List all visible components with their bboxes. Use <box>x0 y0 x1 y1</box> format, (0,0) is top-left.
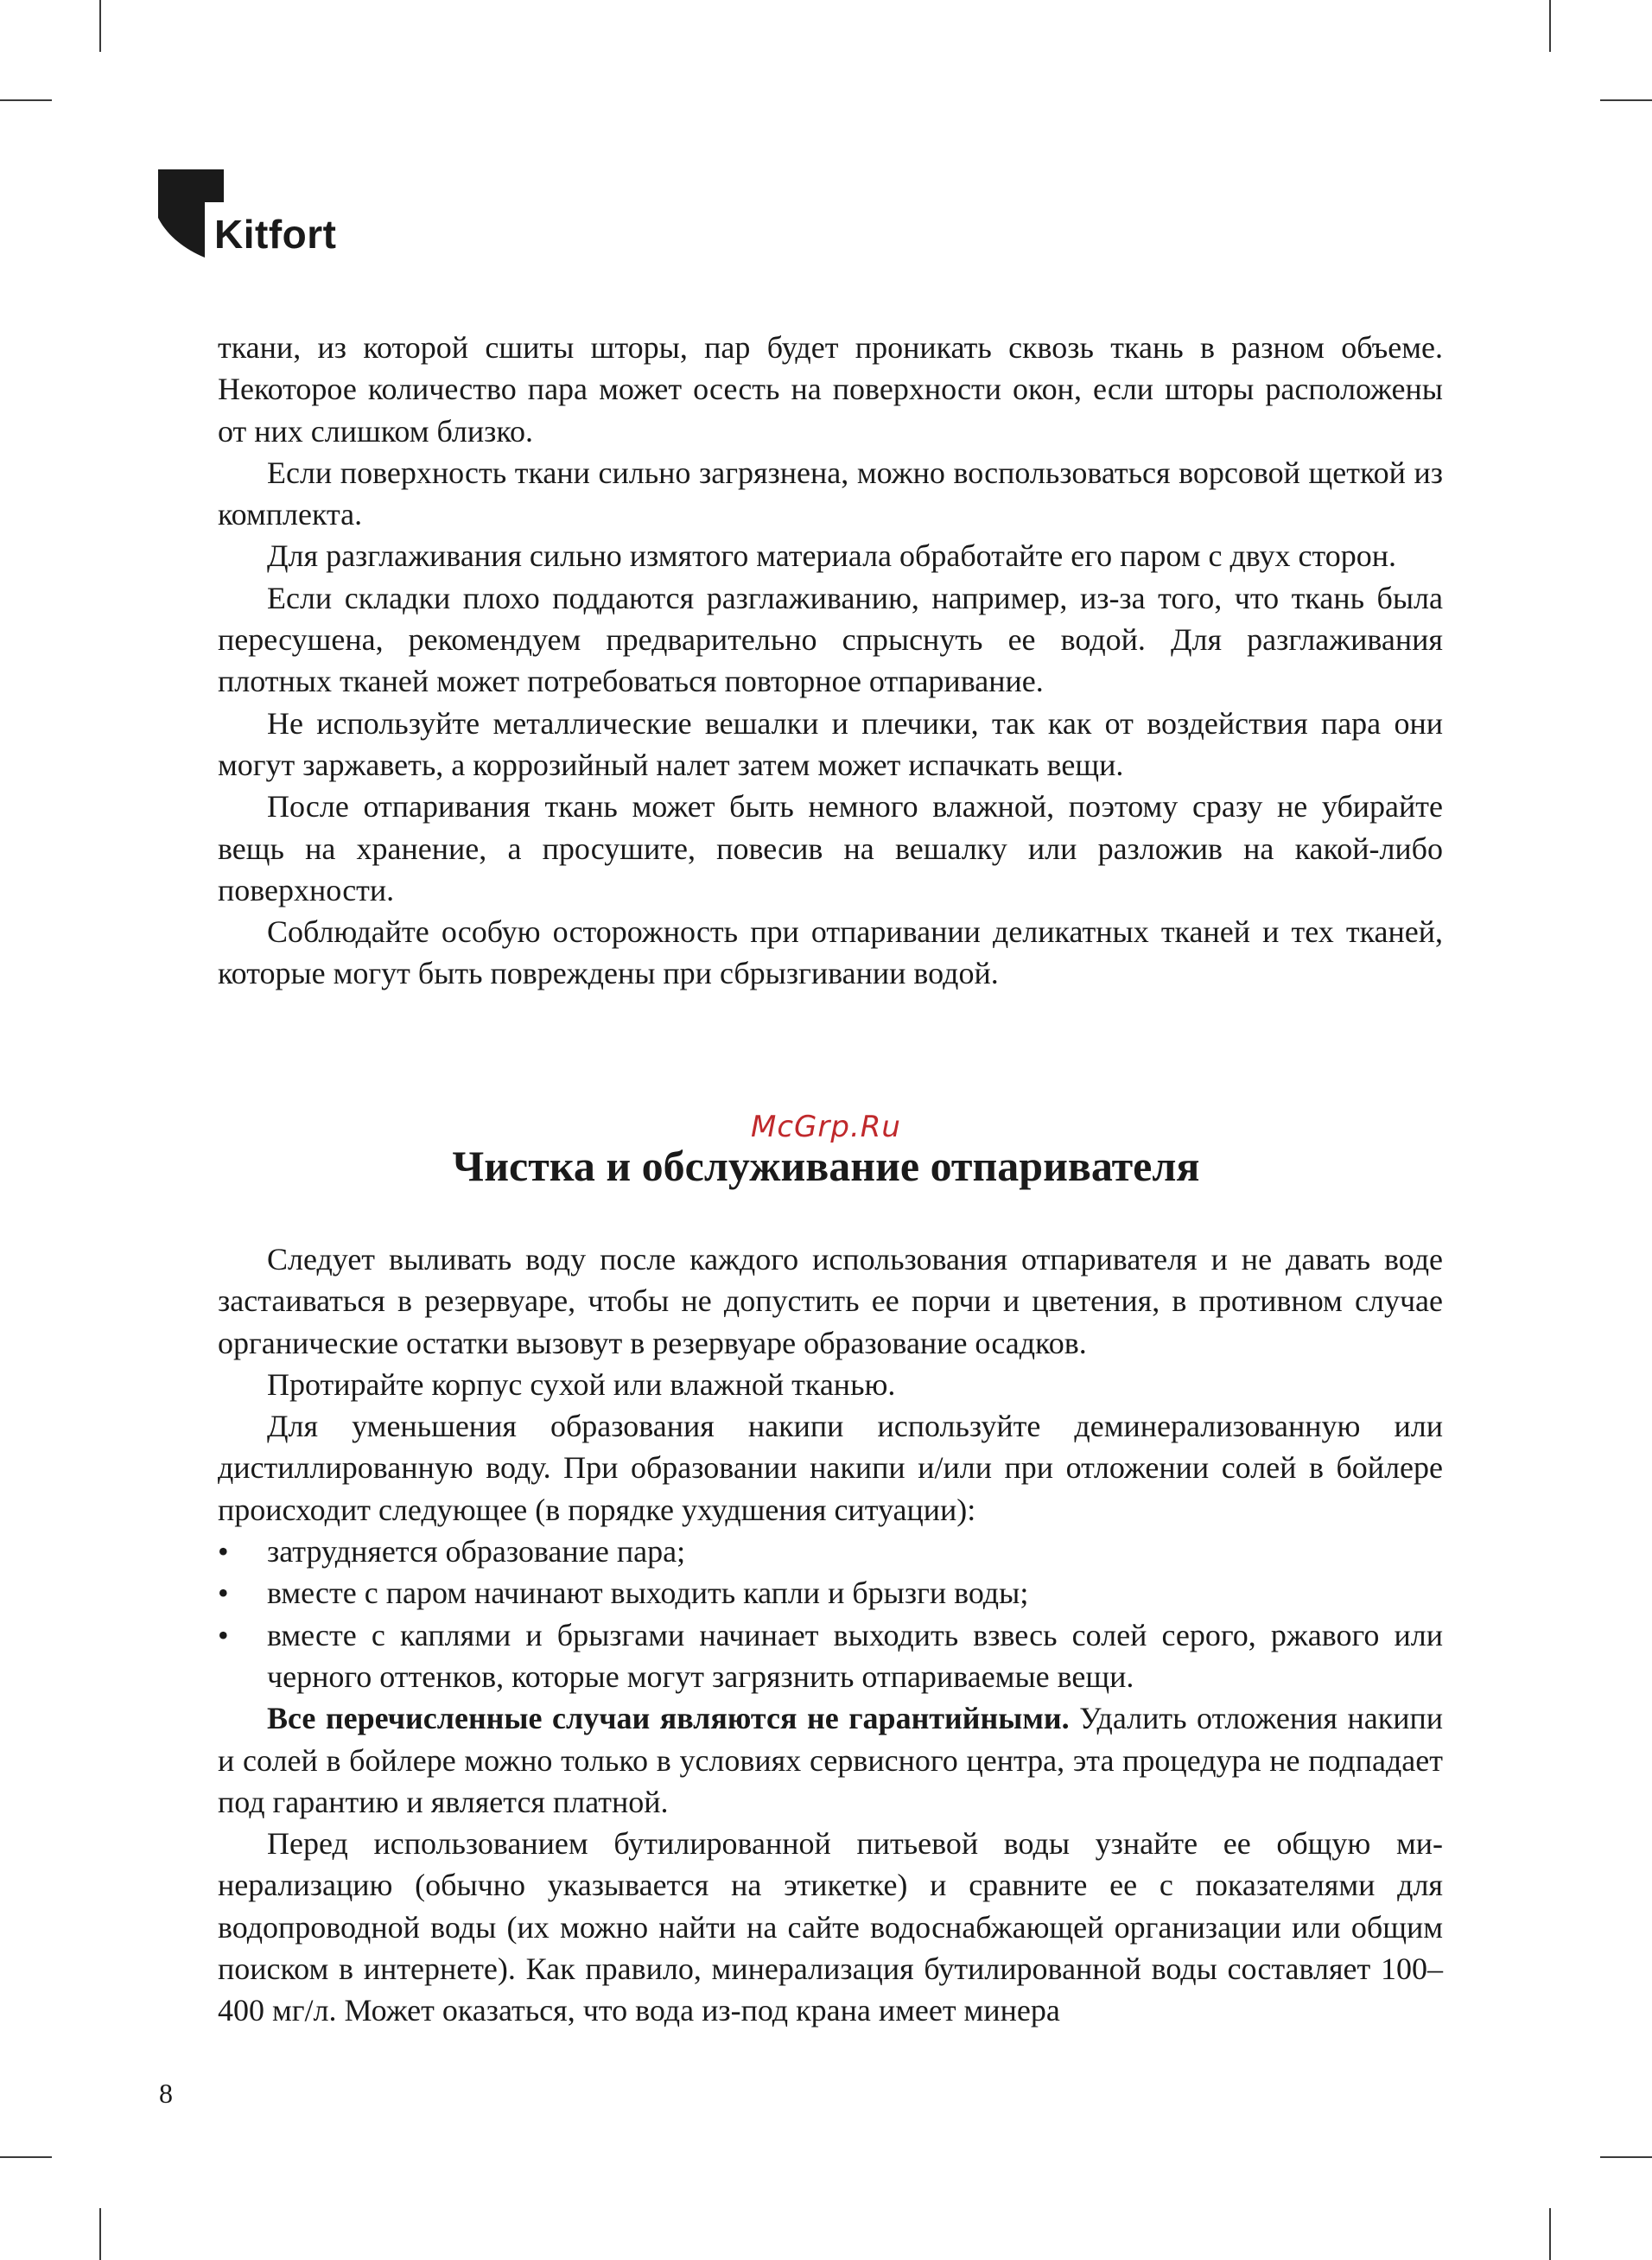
crop-mark-top-left <box>99 0 101 52</box>
paragraph: Для уменьшения образования накипи используйте деминерализованную или дистиллированную воду. При образовании накипи и/или при отложении солей в бойлере происходит следующее (в порядке ухудшения ситуации): <box>218 1409 1443 1527</box>
section-1-body <box>218 327 1443 995</box>
paragraph: Перед использованием бутилированной питьевой воды узнайте ее общую минерализацию (обычно указывается на этикетке) и сравните ее с показателями для водопроводной воды (их можно найти на сайте водоснабжающей организации или общим поиском в интернете). Как правило, минерализация бутилированной воды составляет 100–400 мг/л. Может оказаться, что вода из-под крана имеет минера <box>218 1826 1443 2028</box>
paragraph: Протирайте корпус сухой или влажной тканью. <box>267 1366 896 1402</box>
paragraph <box>218 1697 1443 1823</box>
list-item-text: затрудняется образование пара; <box>267 1534 686 1569</box>
watermark-link[interactable]: McGrp.Ru <box>751 1110 901 1144</box>
paragraph: Не используйте металлические вешалки и плечики, так как от воздействия пара они могут заржаветь, а коррозийный налет затем может испачкать вещи. <box>218 705 1443 782</box>
list-item-text: вместе с паром начинают выходить капли и брызги воды; <box>267 1576 1029 1611</box>
list-item <box>218 1614 1443 1698</box>
list-item-text: вместе с каплями и брызгами начинает выходить взвесь солей серого, ржавого или черного оттенков, которые могут загрязнить отпариваемые вещи. <box>267 1617 1443 1694</box>
bullet-icon: • <box>218 1576 229 1611</box>
paragraph: Если складки плохо поддаются разглаживанию, например, из-за того, что ткань была пересушена, рекомендуем предварительно спрыснуть ее водой. Для разглаживания плотных тканей может потребоваться повторное отпаривание. <box>218 580 1443 699</box>
page-number: 8 <box>159 2078 173 2109</box>
section-2-body <box>218 1238 1443 2032</box>
bullet-icon: • <box>218 1534 229 1569</box>
list-item <box>218 1531 1443 1572</box>
crop-mark-top-right <box>1549 0 1551 52</box>
warranty-notice-bold: Все перечисленные случаи являются не гарантийными. <box>267 1701 1070 1736</box>
brand-logo-text: Kitfort <box>214 212 337 257</box>
crop-mark-bottom-left-h <box>0 2156 52 2158</box>
list-item <box>218 1572 1443 1614</box>
paragraph: После отпаривания ткань может быть немного влажной, поэтому сразу не убирайте вещь на хранение, а просушите, повесив на вешалку или разложив на какой-либо поверхности. <box>218 789 1443 907</box>
paragraph: ткани, из которой сшиты шторы, пар будет проникать сквозь ткань в разном объеме. Некоторое количество пара может осесть на поверхности окон, если шторы расположены от них слишком близко. <box>218 330 1443 449</box>
paragraph-text: Удалить отложения накипи и солей в бойлере можно только в условиях сервисного центра, эта процедура не подпадает под гарантию и является платной. <box>218 1701 1443 1819</box>
brand-logo <box>158 169 365 264</box>
crop-mark-top-left-h <box>0 99 52 101</box>
crop-mark-bottom-right <box>1549 2208 1551 2260</box>
crop-mark-bottom-left <box>99 2208 101 2260</box>
paragraph: Если поверхность ткани сильно загрязнена, можно воспользоваться ворсовой щеткой из комплекта. <box>218 455 1443 532</box>
paragraph: Для разглаживания сильно измятого материала обработайте его паром с двух сторон. <box>267 538 1397 574</box>
section-heading: Чистка и обслуживание отпаривателя <box>452 1142 1200 1190</box>
paragraph: Следует выливать воду после каждого использования отпаривателя и не давать воде застаиваться в резервуаре, чтобы не допустить ее порчи и цветения, в противном случае органические остатки вызовут в резервуаре образование осадков. <box>218 1242 1443 1360</box>
crop-mark-bottom-right-h <box>1600 2156 1652 2158</box>
crop-mark-top-right-h <box>1600 99 1652 101</box>
paragraph: Соблюдайте особую осторожность при отпаривании деликатных тканей и тех тканей, которые могут быть повреждены при сбрызгивании водой. <box>218 914 1443 991</box>
bullet-list <box>218 1531 1443 1697</box>
bullet-icon: • <box>218 1617 229 1652</box>
